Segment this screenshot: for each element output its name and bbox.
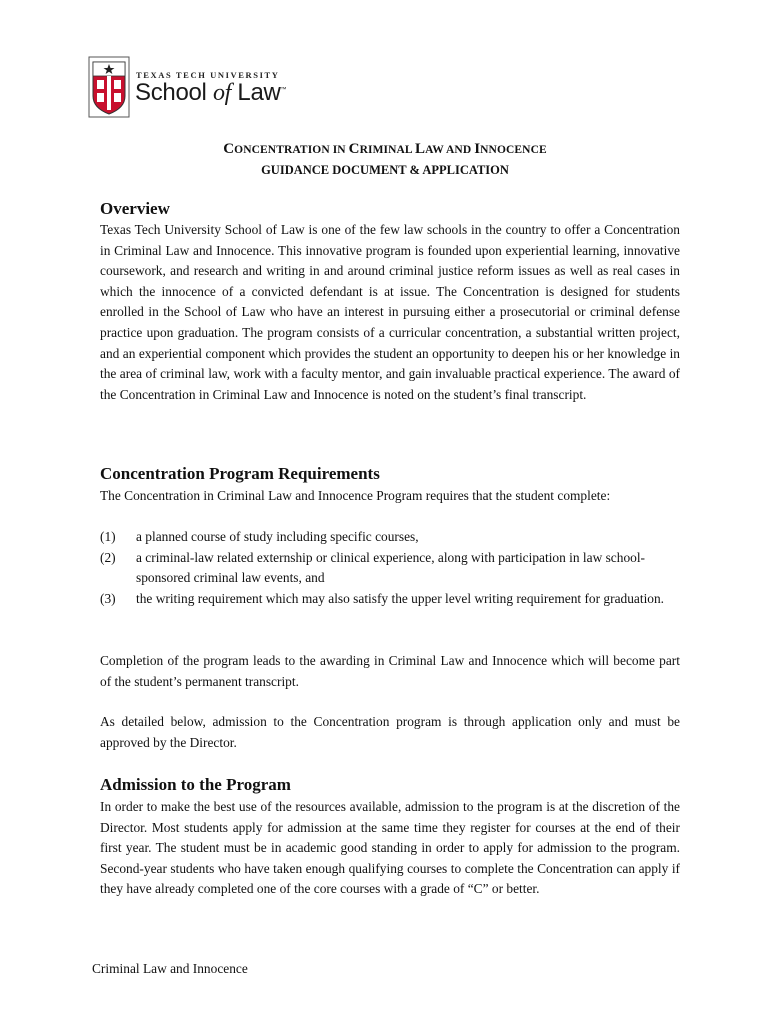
list-item-text: the writing requirement which may also satisfy the upper level writing requirement for graduation. bbox=[136, 590, 665, 606]
school-logo bbox=[88, 56, 308, 118]
completion-paragraph: Completion of the program leads to the awarding in Criminal Law and Innocence which will become part of the student’s permanent transcript. bbox=[100, 653, 680, 689]
title-smallcaps: AW AND bbox=[425, 144, 475, 156]
requirements-heading: Concentration Program Requirements bbox=[100, 464, 380, 483]
title-smallcaps: NNOCENCE bbox=[480, 144, 547, 156]
list-item-text: a criminal-law related externship or clinical experience, along with participation in law school-sponsored criminal law events, and bbox=[136, 549, 646, 586]
logo-school-name bbox=[135, 79, 286, 107]
list-item bbox=[100, 589, 680, 610]
title-letter: L bbox=[415, 141, 426, 157]
list-item-text: a planned course of study including specific courses, bbox=[136, 529, 419, 544]
requirements-intro: The Concentration in Criminal Law and Innocence Program requires that the student complete: bbox=[100, 488, 611, 503]
logo-school-prefix: School bbox=[135, 79, 213, 106]
list-item bbox=[100, 527, 680, 548]
document-subtitle: GUIDANCE DOCUMENT & APPLICATION bbox=[261, 163, 509, 177]
title-smallcaps: ONCENTRATION IN bbox=[234, 144, 349, 156]
title-smallcaps: RIMINAL bbox=[359, 144, 416, 156]
admission-note-paragraph: As detailed below, admission to the Concentration program is through application only and must be approved by the Director. bbox=[100, 714, 680, 750]
list-item-number: (3) bbox=[100, 590, 116, 606]
admission-paragraph: In order to make the best use of the resources available, admission to the program is at the discretion of the Director. Most students apply for admission at the same time they register for courses at the end of their first year. The student must be in academic good standing in order to apply for admission to the program. Second-year students who have taken enough qualifying courses to complete the Concentration can apply if they have already completed one of the core courses with a grade of “C” or better. bbox=[100, 799, 680, 897]
title-letter: I bbox=[474, 141, 481, 157]
document-title bbox=[0, 141, 770, 158]
requirements-list bbox=[100, 527, 680, 609]
admission-heading: Admission to the Program bbox=[100, 775, 291, 794]
logo-school-suffix: Law bbox=[231, 79, 281, 106]
overview-heading: Overview bbox=[100, 199, 170, 218]
logo-trademark: ™ bbox=[280, 87, 287, 93]
logo-university-name: TEXAS TECH UNIVERSITY bbox=[136, 70, 280, 80]
logo-school-of: of bbox=[212, 80, 232, 106]
seal-icon bbox=[88, 56, 130, 118]
list-item-number: (1) bbox=[100, 529, 116, 544]
page-footer: Criminal Law and Innocence bbox=[92, 961, 248, 976]
list-item bbox=[100, 548, 680, 589]
overview-paragraph: Texas Tech University School of Law is one of the few law schools in the country to offer a Concentration in Criminal Law and Innocence. This innovative program is founded upon experiential learning, innovative coursework, and research and writing in and around criminal justice reform issues as well as real cases in which the innocence of a convicted defendant is at issue. The Concentration is designed for students enrolled in the School of Law who have an interest in pursuing either a prosecutorial or criminal defense practice upon graduation. The program consists of a curricular concentration, a substantial written project, and an experiential component which provides the student an opportunity to deepen his or her knowledge in the area of criminal law, work with a faculty mentor, and gain invaluable practical experience. The award of the Concentration in Criminal Law and Innocence is noted on the student’s final transcript. bbox=[100, 222, 680, 402]
title-letter: C bbox=[348, 141, 360, 157]
title-letter: C bbox=[223, 141, 235, 157]
list-item-number: (2) bbox=[100, 549, 116, 565]
